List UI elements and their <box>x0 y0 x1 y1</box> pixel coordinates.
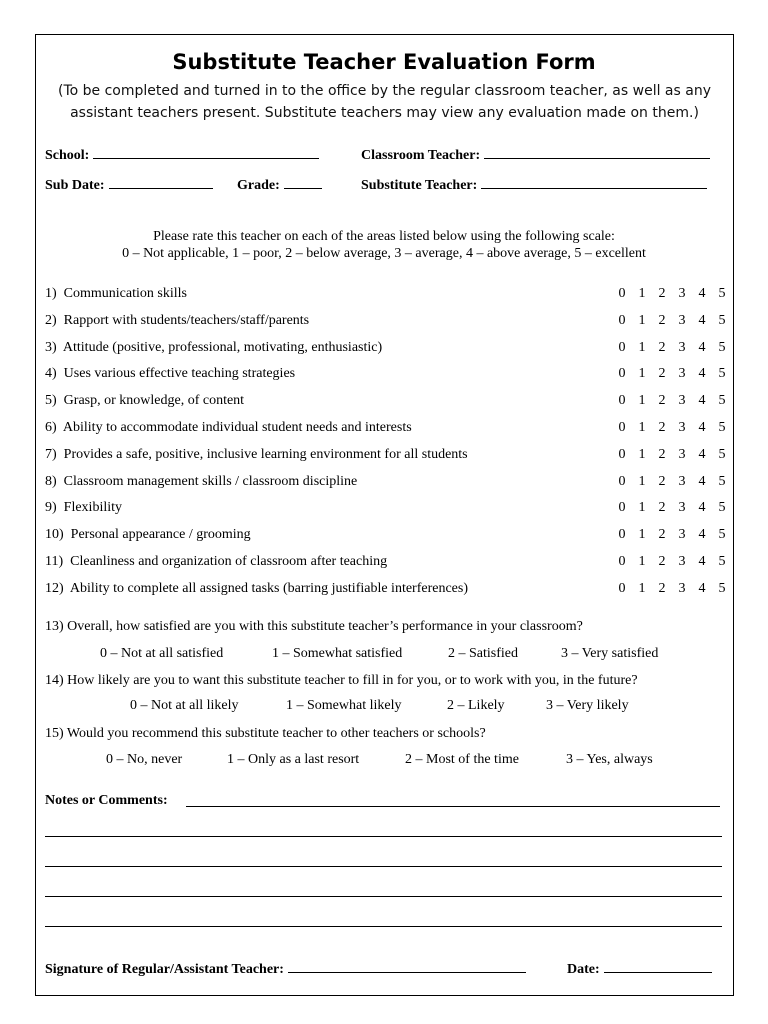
rating-option-2[interactable]: 2 <box>658 393 666 408</box>
rating-option-4[interactable]: 4 <box>698 474 706 489</box>
rating-item-text: Classroom management skills / classroom discipline <box>63 474 358 489</box>
rating-item <box>45 286 187 302</box>
rating-scale <box>612 366 732 382</box>
notes-line-4[interactable] <box>45 896 722 897</box>
school-field[interactable] <box>45 146 319 164</box>
rating-item-number: 6) <box>45 420 57 435</box>
rating-item <box>45 340 382 356</box>
rating-item-number: 12) <box>45 581 64 596</box>
rating-option-5[interactable]: 5 <box>718 286 726 301</box>
rating-option-1[interactable]: 1 <box>638 420 646 435</box>
question-15: 15) Would you recommend this substitute teacher to other teachers or schools? <box>45 726 486 741</box>
rating-item-number: 1) <box>45 286 57 301</box>
rating-option-3[interactable]: 3 <box>678 366 686 381</box>
rating-option-4[interactable]: 4 <box>698 554 706 569</box>
rating-item <box>45 366 295 382</box>
rating-scale <box>612 393 732 409</box>
rating-option-2[interactable]: 2 <box>658 420 666 435</box>
rating-option-4[interactable]: 4 <box>698 527 706 542</box>
notes-line-2[interactable] <box>45 836 722 837</box>
rating-option-0[interactable]: 0 <box>618 474 626 489</box>
rating-item-text: Rapport with students/teachers/staff/parents <box>63 313 310 328</box>
question-13-option[interactable]: 1 – Somewhat satisfied <box>272 646 403 661</box>
rating-option-5[interactable]: 5 <box>718 554 726 569</box>
rating-option-1[interactable]: 1 <box>638 554 646 569</box>
rating-option-3[interactable]: 3 <box>678 527 686 542</box>
rating-option-4[interactable]: 4 <box>698 286 706 301</box>
notes-line-1[interactable] <box>186 806 720 807</box>
rating-item <box>45 393 244 409</box>
form-subtitle: (To be completed and turned in to the office by the regular classroom teacher, as well as any assistant teachers present. Substitute teachers may view any evaluation made on them.) <box>58 83 711 121</box>
question-13-option[interactable]: 2 – Satisfied <box>448 646 518 661</box>
classroom-teacher-field[interactable] <box>361 146 710 164</box>
school-blank[interactable] <box>93 146 319 159</box>
rating-scale <box>612 447 732 463</box>
rating-item <box>45 554 387 570</box>
notes-label: Notes or Comments: <box>45 793 168 808</box>
question-15-option[interactable]: 0 – No, never <box>106 752 183 767</box>
rating-scale <box>612 313 732 329</box>
notes-line-5[interactable] <box>45 926 722 927</box>
rating-item <box>45 474 357 490</box>
rating-option-5[interactable]: 5 <box>718 500 726 515</box>
rating-option-5[interactable]: 5 <box>718 420 726 435</box>
rating-option-1[interactable]: 1 <box>638 366 646 381</box>
substitute-teacher-field[interactable] <box>361 176 707 194</box>
rating-option-0[interactable]: 0 <box>618 313 626 328</box>
rating-item-text: Provides a safe, positive, inclusive learning environment for all students <box>63 447 468 462</box>
rating-option-3[interactable]: 3 <box>678 447 686 462</box>
form-title: Substitute Teacher Evaluation Form <box>172 50 596 74</box>
rating-scale <box>612 527 732 543</box>
rating-item-text: Flexibility <box>63 500 123 515</box>
rating-option-5[interactable]: 5 <box>718 581 726 596</box>
rating-option-3[interactable]: 3 <box>678 393 686 408</box>
classroom-teacher-label: Classroom Teacher: <box>361 148 481 163</box>
rating-option-1[interactable]: 1 <box>638 447 646 462</box>
rating-item <box>45 581 468 597</box>
question-15-option[interactable]: 2 – Most of the time <box>405 752 519 767</box>
substitute-teacher-blank[interactable] <box>481 176 707 189</box>
rating-option-5[interactable]: 5 <box>718 527 726 542</box>
grade-field[interactable] <box>237 176 322 194</box>
classroom-teacher-blank[interactable] <box>484 146 710 159</box>
rating-option-4[interactable]: 4 <box>698 393 706 408</box>
rating-scale <box>612 500 732 516</box>
rating-item-number: 8) <box>45 474 57 489</box>
rating-item-text: Attitude (positive, professional, motivating, enthusiastic) <box>62 340 383 355</box>
rating-option-1[interactable]: 1 <box>638 474 646 489</box>
rating-option-5[interactable]: 5 <box>718 366 726 381</box>
rating-option-1[interactable]: 1 <box>638 313 646 328</box>
rating-item <box>45 527 251 543</box>
rating-option-0[interactable]: 0 <box>618 554 626 569</box>
rating-option-2[interactable]: 2 <box>658 554 666 569</box>
question-14-option[interactable]: 2 – Likely <box>447 698 505 713</box>
rating-option-3[interactable]: 3 <box>678 420 686 435</box>
rating-option-2[interactable]: 2 <box>658 527 666 542</box>
rating-item-number: 4) <box>45 366 57 381</box>
rating-scale <box>612 286 732 302</box>
rating-option-0[interactable]: 0 <box>618 366 626 381</box>
rating-item-number: 3) <box>45 340 57 355</box>
rating-option-4[interactable]: 4 <box>698 500 706 515</box>
rating-option-4[interactable]: 4 <box>698 420 706 435</box>
rating-option-1[interactable]: 1 <box>638 527 646 542</box>
rating-option-0[interactable]: 0 <box>618 393 626 408</box>
rating-item-text: Personal appearance / grooming <box>70 527 251 542</box>
rating-item <box>45 313 309 329</box>
rating-item-number: 11) <box>45 554 64 569</box>
rating-scale <box>612 420 732 436</box>
grade-label: Grade: <box>237 178 280 193</box>
rating-option-4[interactable]: 4 <box>698 366 706 381</box>
rating-option-0[interactable]: 0 <box>618 447 626 462</box>
signature-label: Signature of Regular/Assistant Teacher: <box>45 962 284 977</box>
rating-option-2[interactable]: 2 <box>658 366 666 381</box>
rating-option-1[interactable]: 1 <box>638 340 646 355</box>
rating-option-2[interactable]: 2 <box>658 474 666 489</box>
instructions-line2: 0 – Not applicable, 1 – poor, 2 – below average, 3 – average, 4 – above average, 5 – excellent <box>122 246 646 261</box>
rating-option-1[interactable]: 1 <box>638 500 646 515</box>
rating-option-5[interactable]: 5 <box>718 313 726 328</box>
rating-option-3[interactable]: 3 <box>678 500 686 515</box>
rating-option-4[interactable]: 4 <box>698 581 706 596</box>
question-14-option[interactable]: 1 – Somewhat likely <box>286 698 402 713</box>
rating-option-0[interactable]: 0 <box>618 527 626 542</box>
rating-item <box>45 447 468 463</box>
rating-option-0[interactable]: 0 <box>618 500 626 515</box>
sub-date-field[interactable] <box>45 176 213 194</box>
rating-option-0[interactable]: 0 <box>618 340 626 355</box>
rating-item-text: Uses various effective teaching strategies <box>63 366 296 381</box>
instructions-line1: Please rate this teacher on each of the areas listed below using the following scale: <box>153 229 615 244</box>
question-14-option[interactable]: 3 – Very likely <box>546 698 629 713</box>
rating-option-2[interactable]: 2 <box>658 500 666 515</box>
rating-item <box>45 420 412 436</box>
rating-option-3[interactable]: 3 <box>678 581 686 596</box>
signature-blank[interactable] <box>288 960 526 973</box>
rating-scale <box>612 554 732 570</box>
rating-item <box>45 500 122 516</box>
rating-option-2[interactable]: 2 <box>658 313 666 328</box>
school-label: School: <box>45 148 90 163</box>
rating-option-4[interactable]: 4 <box>698 340 706 355</box>
question-14-option[interactable]: 0 – Not at all likely <box>130 698 239 713</box>
rating-option-5[interactable]: 5 <box>718 393 726 408</box>
rating-item-text: Grasp, or knowledge, of content <box>63 393 245 408</box>
rating-option-2[interactable]: 2 <box>658 581 666 596</box>
rating-option-5[interactable]: 5 <box>718 474 726 489</box>
rating-option-3[interactable]: 3 <box>678 474 686 489</box>
rating-option-1[interactable]: 1 <box>638 286 646 301</box>
sub-date-label: Sub Date: <box>45 178 105 193</box>
notes-line-3[interactable] <box>45 866 722 867</box>
rating-option-2[interactable]: 2 <box>658 340 666 355</box>
date-field[interactable] <box>567 960 712 978</box>
date-label: Date: <box>567 962 600 977</box>
question-15-option[interactable]: 1 – Only as a last resort <box>227 752 360 767</box>
question-14: 14) How likely are you to want this substitute teacher to fill in for you, or to work with you, in the future? <box>45 673 638 688</box>
rating-option-1[interactable]: 1 <box>638 393 646 408</box>
rating-scale <box>612 340 732 356</box>
rating-option-3[interactable]: 3 <box>678 313 686 328</box>
rating-item-number: 5) <box>45 393 57 408</box>
signature-field[interactable] <box>45 960 526 978</box>
substitute-teacher-label: Substitute Teacher: <box>361 178 478 193</box>
rating-item-text: Cleanliness and organization of classroom after teaching <box>70 554 388 569</box>
rating-option-5[interactable]: 5 <box>718 340 726 355</box>
rating-option-5[interactable]: 5 <box>718 447 726 462</box>
date-blank[interactable] <box>604 960 712 973</box>
rating-item-number: 9) <box>45 500 57 515</box>
rating-item-text: Ability to accommodate individual student needs and interests <box>62 420 412 435</box>
rating-item-text: Ability to complete all assigned tasks (barring justifiable interferences) <box>69 581 469 596</box>
rating-option-0[interactable]: 0 <box>618 420 626 435</box>
question-13-option[interactable]: 0 – Not at all satisfied <box>100 646 224 661</box>
question-13: 13) Overall, how satisfied are you with this substitute teacher’s performance in your classroom? <box>45 619 583 634</box>
rating-option-2[interactable]: 2 <box>658 286 666 301</box>
rating-item-text: Communication skills <box>63 286 187 301</box>
question-13-option[interactable]: 3 – Very satisfied <box>561 646 659 661</box>
rating-option-4[interactable]: 4 <box>698 447 706 462</box>
rating-option-0[interactable]: 0 <box>618 581 626 596</box>
rating-option-0[interactable]: 0 <box>618 286 626 301</box>
sub-date-blank[interactable] <box>109 176 213 189</box>
rating-option-2[interactable]: 2 <box>658 447 666 462</box>
rating-scale <box>612 474 732 490</box>
rating-option-3[interactable]: 3 <box>678 554 686 569</box>
grade-blank[interactable] <box>284 176 322 189</box>
rating-item-number: 7) <box>45 447 57 462</box>
rating-option-3[interactable]: 3 <box>678 286 686 301</box>
rating-option-4[interactable]: 4 <box>698 313 706 328</box>
rating-scale <box>612 581 732 597</box>
question-15-option[interactable]: 3 – Yes, always <box>566 752 653 767</box>
rating-item-number: 10) <box>45 527 64 542</box>
rating-option-3[interactable]: 3 <box>678 340 686 355</box>
rating-option-1[interactable]: 1 <box>638 581 646 596</box>
rating-item-number: 2) <box>45 313 57 328</box>
